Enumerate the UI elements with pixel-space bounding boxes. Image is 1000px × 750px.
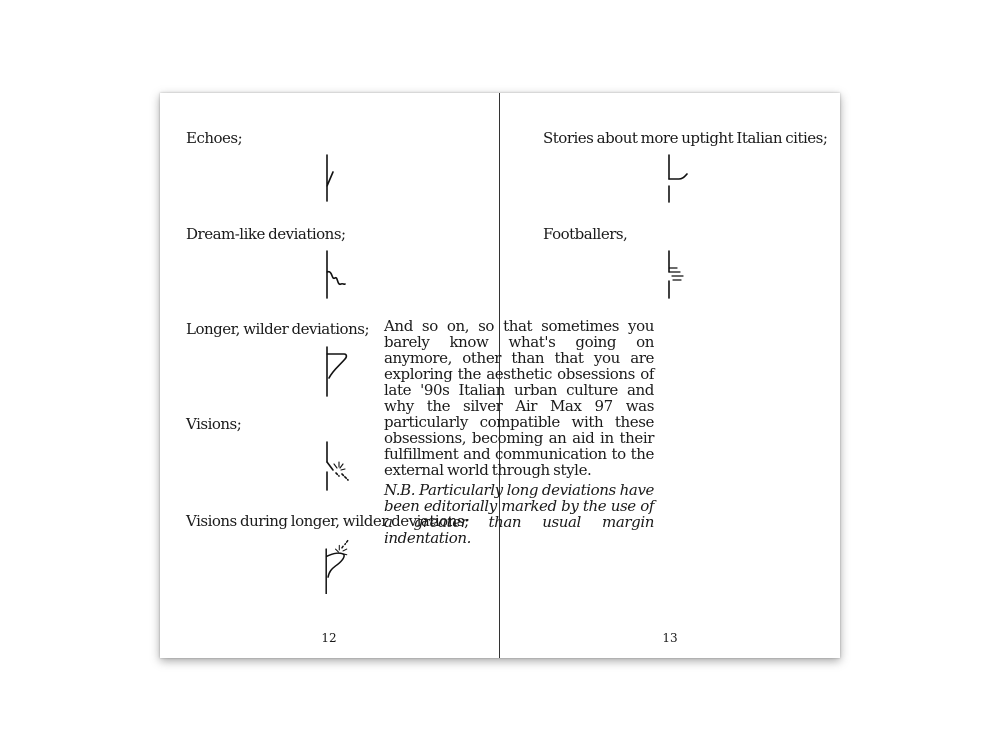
page-number-left: 12	[321, 631, 337, 645]
left-entry-3-label: Longer, wilder deviations;	[186, 320, 370, 338]
editorial-note: N.B. Particularly long deviations have been editorially marked by the use of a greater than usual margin indentation.	[384, 481, 654, 547]
uptight-cities-glyph-icon	[651, 152, 691, 210]
dream-deviation-glyph-icon	[309, 248, 349, 306]
vision-deviation-glyph-icon	[309, 536, 349, 594]
right-entry-2-label: Footballers,	[543, 225, 628, 243]
left-entry-5-label: Visions during longer, wilder deviations;	[186, 512, 469, 530]
body-paragraph: And so on, so that sometimes you barely know what's going on anymore, other than that you are exploring the aesthetic obsessions of late '90s Italian urban culture and why the silver Air Max 97 was particularly compatible with these obsessions, becoming an aid in their fulfillment and communication to the external world through style.	[384, 317, 654, 479]
page-number-right: 13	[662, 631, 678, 645]
left-entry-4-label: Visions;	[186, 415, 242, 433]
echo-glyph-icon	[309, 152, 349, 210]
left-entry-2-label: Dream-like deviations;	[186, 225, 346, 243]
left-entry-1-label: Echoes;	[186, 129, 243, 147]
footballers-glyph-icon	[651, 248, 691, 306]
vision-glyph-icon	[309, 440, 349, 498]
right-entry-1-label: Stories about more uptight Italian cities;	[543, 129, 828, 147]
long-deviation-glyph-icon	[309, 344, 349, 402]
